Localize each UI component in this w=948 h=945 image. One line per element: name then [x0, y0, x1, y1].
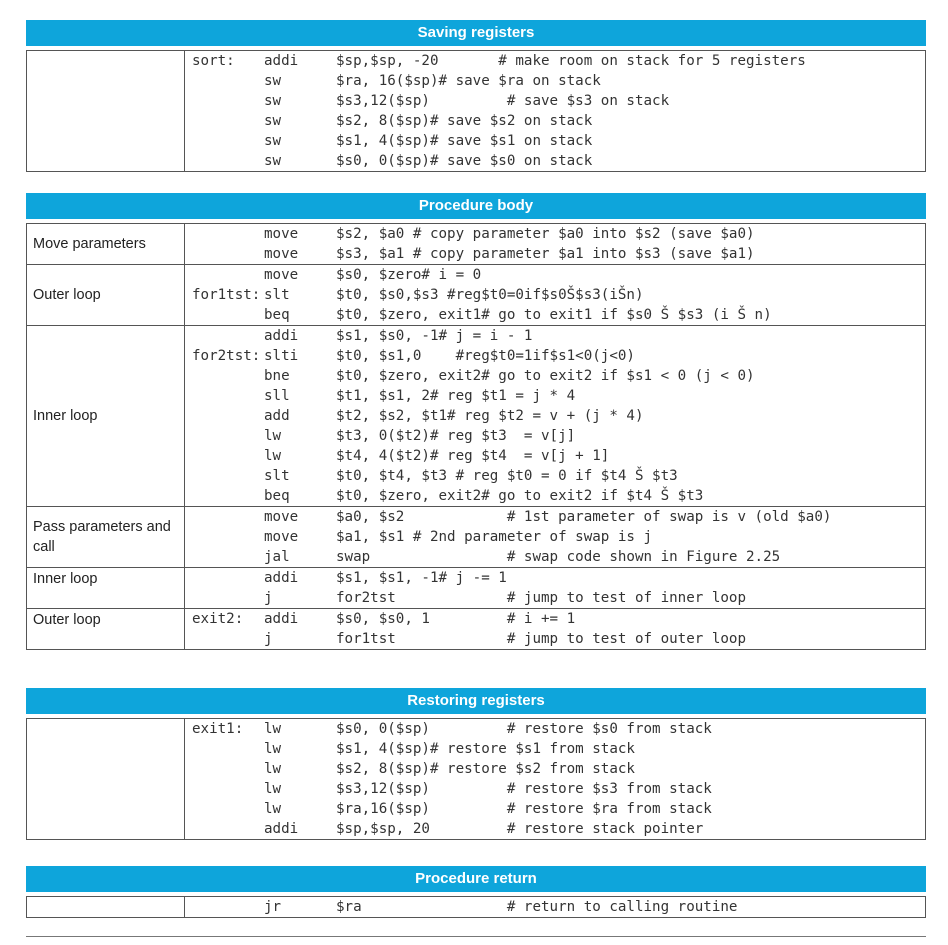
code-line	[27, 609, 925, 629]
code-group	[27, 224, 925, 264]
section-procedure-body	[26, 193, 926, 650]
code-box	[26, 223, 926, 650]
instruction: lw	[264, 781, 282, 797]
code-line	[27, 305, 925, 325]
operands-comment: $t0, $s1,0 #reg$t0=1if$s1<0(j<0)	[336, 348, 635, 364]
operands-comment: $a0, $s2 # 1st parameter of swap is v (old $a0)	[336, 509, 832, 525]
group-label: Outer loop	[27, 265, 185, 325]
code-line	[27, 799, 925, 819]
operands-comment: $t0, $zero, exit1# go to exit1 if $s0 Š $s3 (i Š n)	[336, 307, 772, 323]
instruction: jal	[264, 549, 290, 565]
instruction: addi	[264, 611, 299, 627]
instruction: beq	[264, 488, 290, 504]
code-line	[27, 897, 925, 917]
operands-comment: $s3,12($sp) # save $s3 on stack	[336, 93, 670, 109]
operands-comment: swap # swap code shown in Figure 2.25	[336, 549, 781, 565]
code-line	[27, 111, 925, 131]
operands-comment: $s0, $s0, 1 # i += 1	[336, 611, 576, 627]
code-line	[27, 739, 925, 759]
instruction: jr	[264, 899, 282, 915]
code-line	[27, 446, 925, 466]
code-group	[27, 608, 925, 649]
operands-comment: $s1, $s0, -1# j = i - 1	[336, 328, 533, 344]
instruction: lw	[264, 721, 282, 737]
instruction: move	[264, 509, 299, 525]
section-header: Saving registers	[26, 20, 926, 46]
operands-comment: $ra # return to calling routine	[336, 899, 738, 915]
code-label: sort:	[192, 53, 235, 69]
instruction: sw	[264, 153, 282, 169]
operands-comment: $a1, $s1 # 2nd parameter of swap is j	[336, 529, 653, 545]
code-line	[27, 244, 925, 264]
code-box	[26, 718, 926, 840]
code-line	[27, 568, 925, 588]
code-group	[27, 506, 925, 567]
code-line	[27, 486, 925, 506]
instruction: sll	[264, 388, 290, 404]
instruction: beq	[264, 307, 290, 323]
instruction: move	[264, 226, 299, 242]
instruction: lw	[264, 741, 282, 757]
instruction: lw	[264, 448, 282, 464]
code-line	[27, 507, 925, 527]
code-label: for1tst:	[192, 287, 261, 303]
operands-comment: $s1, 4($sp)# save $s1 on stack	[336, 133, 593, 149]
operands-comment: $sp,$sp, 20 # restore stack pointer	[336, 821, 704, 837]
operands-comment: $s0, 0($sp) # restore $s0 from stack	[336, 721, 712, 737]
code-group	[27, 264, 925, 325]
code-line	[27, 386, 925, 406]
operands-comment: $s0, $zero# i = 0	[336, 267, 482, 283]
code-line	[27, 131, 925, 151]
instruction: slt	[264, 468, 290, 484]
instruction: lw	[264, 801, 282, 817]
operands-comment: $t0, $zero, exit2# go to exit2 if $s1 < 0 (j < 0)	[336, 368, 755, 384]
code-line	[27, 265, 925, 285]
operands-comment: $s3, $a1 # copy parameter $a1 into $s3 (save $a1)	[336, 246, 755, 262]
code-line	[27, 224, 925, 244]
instruction: add	[264, 408, 290, 424]
instruction: move	[264, 267, 299, 283]
code-line	[27, 346, 925, 366]
section-header: Procedure body	[26, 193, 926, 219]
instruction: sw	[264, 113, 282, 129]
code-group	[27, 719, 925, 839]
code-line	[27, 91, 925, 111]
operands-comment: $ra, 16($sp)# save $ra on stack	[336, 73, 601, 89]
instruction: addi	[264, 821, 299, 837]
instruction: lw	[264, 761, 282, 777]
instruction: j	[264, 631, 273, 647]
code-box	[26, 896, 926, 918]
instruction: sw	[264, 133, 282, 149]
code-group	[27, 51, 925, 171]
operands-comment: $s2, 8($sp)# restore $s2 from stack	[336, 761, 635, 777]
operands-comment: $t0, $zero, exit2# go to exit2 if $t4 Š $t3	[336, 488, 704, 504]
operands-comment: $s1, 4($sp)# restore $s1 from stack	[336, 741, 635, 757]
instruction: bne	[264, 368, 290, 384]
operands-comment: $s3,12($sp) # restore $s3 from stack	[336, 781, 712, 797]
group-label: Inner loop	[27, 326, 185, 506]
operands-comment: $t2, $s2, $t1# reg $t2 = v + (j * 4)	[336, 408, 644, 424]
code-line	[27, 51, 925, 71]
group-label: Move parameters	[27, 224, 185, 264]
code-group	[27, 325, 925, 506]
code-line	[27, 759, 925, 779]
operands-comment: $t3, 0($t2)# reg $t3 = v[j]	[336, 428, 576, 444]
section-procedure-return	[26, 866, 926, 918]
operands-comment: $s1, $s1, -1# j -= 1	[336, 570, 507, 586]
code-line	[27, 326, 925, 346]
code-box	[26, 50, 926, 172]
operands-comment: $sp,$sp, -20 # make room on stack for 5 registers	[336, 53, 806, 69]
operands-comment: $t4, 4($t2)# reg $t4 = v[j + 1]	[336, 448, 610, 464]
instruction: move	[264, 246, 299, 262]
code-line	[27, 719, 925, 739]
code-line	[27, 71, 925, 91]
operands-comment: $t0, $s0,$s3 #reg$t0=0if$s0Š$s3(iŠn)	[336, 287, 644, 303]
instruction: slti	[264, 348, 299, 364]
operands-comment: for2tst # jump to test of inner loop	[336, 590, 746, 606]
code-line	[27, 426, 925, 446]
code-line	[27, 629, 925, 649]
instruction: addi	[264, 328, 299, 344]
instruction: sw	[264, 93, 282, 109]
instruction: slt	[264, 287, 290, 303]
code-line	[27, 406, 925, 426]
instruction: addi	[264, 570, 299, 586]
code-group	[27, 567, 925, 608]
instruction: sw	[264, 73, 282, 89]
operands-comment: $ra,16($sp) # restore $ra from stack	[336, 801, 712, 817]
section-restoring-registers	[26, 688, 926, 840]
code-line	[27, 547, 925, 567]
code-label: exit2:	[192, 611, 244, 627]
code-line	[27, 588, 925, 608]
code-line	[27, 819, 925, 839]
code-line	[27, 151, 925, 171]
operands-comment: $s2, $a0 # copy parameter $a0 into $s2 (save $a0)	[336, 226, 755, 242]
instruction: move	[264, 529, 299, 545]
operands-comment: $t1, $s1, 2# reg $t1 = j * 4	[336, 388, 576, 404]
footer-rule	[26, 936, 926, 937]
code-line	[27, 366, 925, 386]
instruction: addi	[264, 53, 299, 69]
section-saving-registers	[26, 20, 926, 172]
instruction: j	[264, 590, 273, 606]
section-header: Procedure return	[26, 866, 926, 892]
section-header: Restoring registers	[26, 688, 926, 714]
code-line	[27, 285, 925, 305]
instruction: lw	[264, 428, 282, 444]
operands-comment: $s2, 8($sp)# save $s2 on stack	[336, 113, 593, 129]
code-line	[27, 779, 925, 799]
code-group	[27, 897, 925, 917]
group-label: Outer loop	[27, 609, 185, 649]
operands-comment: $t0, $t4, $t3 # reg $t0 = 0 if $t4 Š $t3	[336, 468, 678, 484]
operands-comment: for1tst # jump to test of outer loop	[336, 631, 746, 647]
operands-comment: $s0, 0($sp)# save $s0 on stack	[336, 153, 593, 169]
code-line	[27, 527, 925, 547]
code-line	[27, 466, 925, 486]
group-label: Pass parameters and call	[27, 507, 185, 567]
code-label: exit1:	[192, 721, 244, 737]
code-label: for2tst:	[192, 348, 261, 364]
group-label: Inner loop	[27, 568, 185, 608]
